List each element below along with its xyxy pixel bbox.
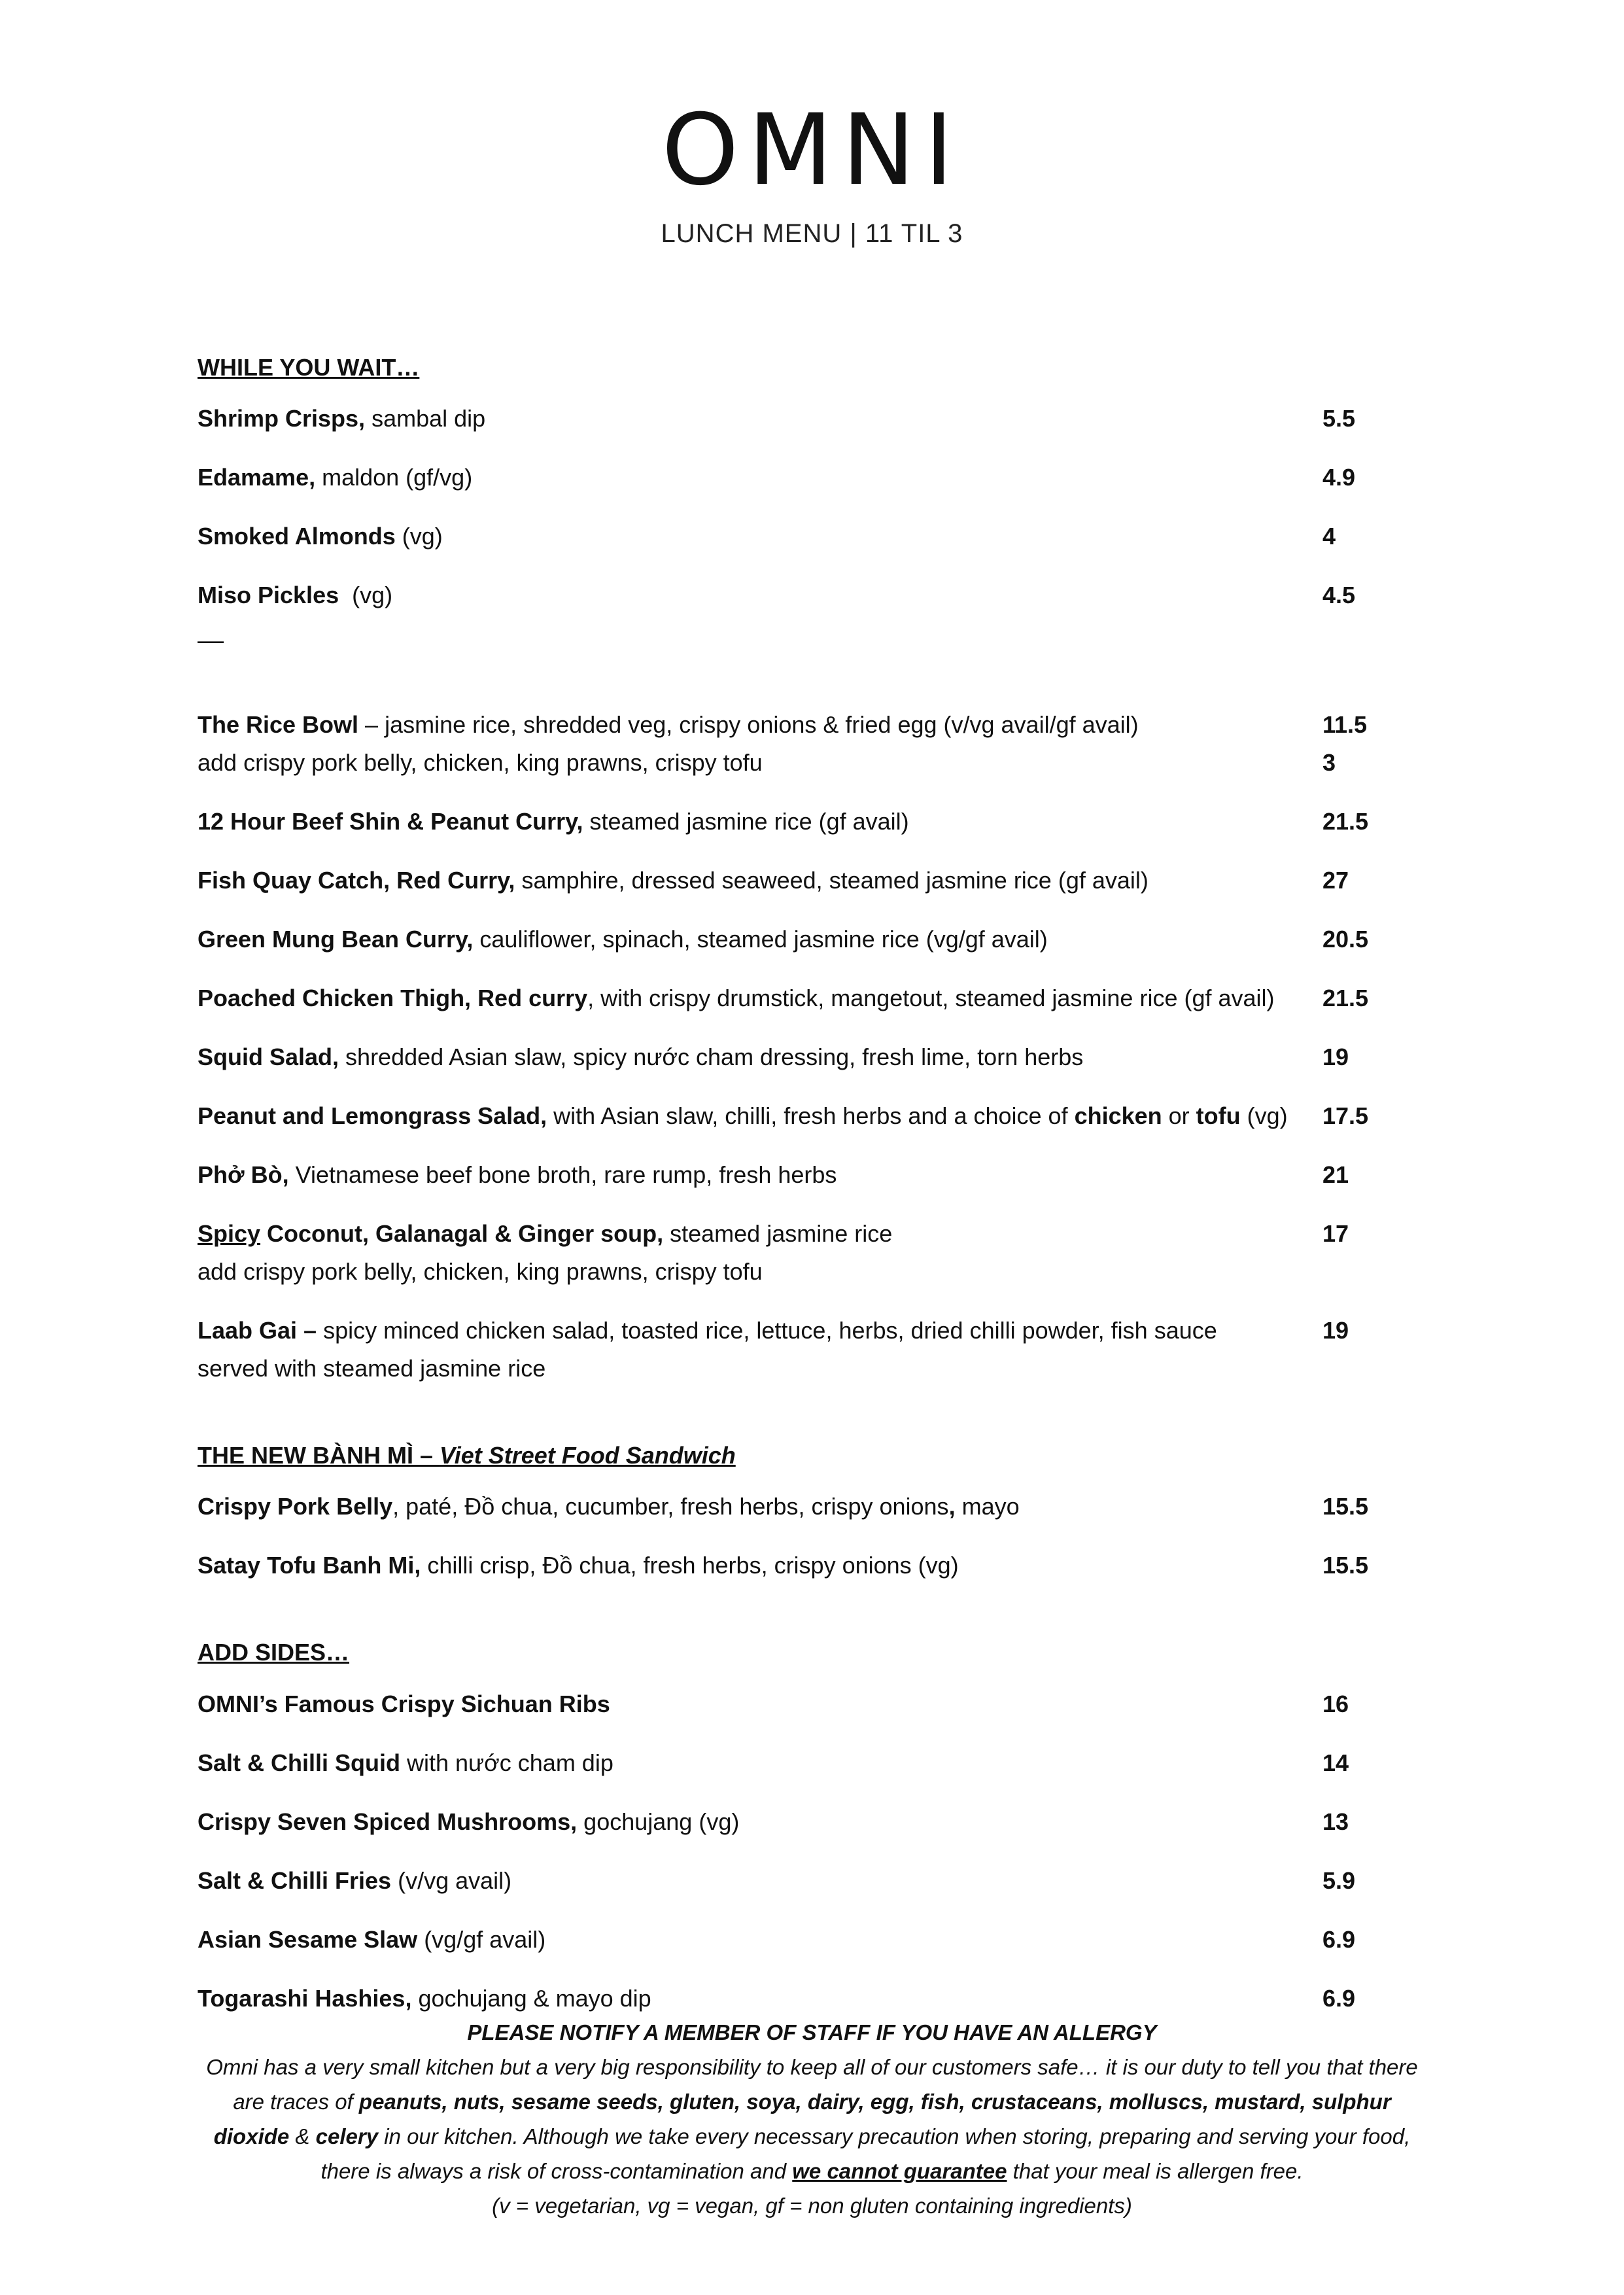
allergy-text-4: that your meal is allergen free.	[1007, 2159, 1304, 2183]
item-desc: shredded Asian slaw, spicy nước cham dressing, fresh lime, torn herbs	[339, 1043, 1084, 1071]
item-name: Laab Gai –	[198, 1317, 317, 1344]
menu-item	[198, 1862, 1427, 1900]
item-price: 13	[1322, 1808, 1349, 1835]
menu-item	[198, 517, 1427, 555]
menu-item	[198, 803, 1427, 841]
item-name: Shrimp Crisps,	[198, 405, 366, 432]
item-name: The Rice Bowl	[198, 711, 359, 739]
banh-mi-subheading: Viet Street Food Sandwich	[440, 1442, 736, 1469]
banh-mi-heading: THE NEW BÀNH MÌ –	[198, 1442, 440, 1469]
item-desc: spicy minced chicken salad, toasted rice, lettuce, herbs, dried chilli powder, fish sauce	[317, 1317, 1217, 1344]
item-name: Squid Salad,	[198, 1043, 339, 1071]
item-price: 17	[1322, 1220, 1349, 1248]
item-price: 19	[1322, 1317, 1349, 1344]
section-heading-banh-mi	[198, 1441, 1427, 1469]
item-desc-tail: mayo	[955, 1493, 1020, 1520]
menu-item	[198, 979, 1427, 1017]
item-price: 14	[1322, 1749, 1349, 1776]
item-name: Asian Sesame Slaw	[198, 1925, 418, 1953]
item-name: Fish Quay Catch, Red Curry,	[198, 867, 515, 894]
item-desc: Vietnamese beef bone broth, rare rump, fresh herbs	[288, 1161, 837, 1189]
menu-item	[198, 1980, 1427, 2018]
item-addon: add crispy pork belly, chicken, king prawns, crispy tofu	[198, 1258, 763, 1286]
allergy-title: PLEASE NOTIFY A MEMBER OF STAFF IF YOU HAVE AN ALLERGY	[467, 2020, 1157, 2044]
menu-item	[198, 1803, 1427, 1841]
menu-content	[198, 353, 1427, 2039]
item-name: Crispy Seven Spiced Mushrooms,	[198, 1808, 578, 1835]
item-desc: with Asian slaw, chilli, fresh herbs and a choice of	[547, 1102, 1075, 1130]
item-name: Coconut, Galanagal & Ginger soup,	[260, 1220, 664, 1248]
menu-item-soup	[198, 1215, 1427, 1291]
no-guarantee: we cannot guarantee	[792, 2159, 1007, 2183]
item-desc: (vg)	[339, 582, 393, 609]
item-desc: chilli crisp, Đồ chua, fresh herbs, crispy onions (vg)	[421, 1552, 959, 1579]
item-price: 11.5	[1322, 711, 1368, 739]
menu-item	[198, 1156, 1427, 1194]
menu-item	[198, 1097, 1427, 1135]
item-price: 4	[1322, 523, 1336, 550]
item-desc: sambal dip	[365, 405, 486, 432]
menu-item	[198, 400, 1427, 438]
item-price: 4.9	[1322, 464, 1356, 491]
item-price: 6.9	[1322, 1984, 1356, 2012]
allergy-text-3: in our kitchen. Although we take every necessary precaution when storing, preparing and serving your food, there is always a risk of cross-contamination and	[320, 2124, 1411, 2183]
item-desc-2: served with steamed jasmine rice	[198, 1355, 546, 1382]
menu-item	[198, 1038, 1427, 1076]
item-name: Edamame,	[198, 464, 316, 491]
menu-item	[198, 1744, 1427, 1782]
item-desc: samphire, dressed seaweed, steamed jasmine rice (gf avail)	[515, 867, 1149, 894]
menu-item	[198, 1488, 1427, 1526]
menu-subtitle: LUNCH MENU | 11 TIL 3	[661, 219, 963, 248]
item-name: Miso Pickles	[198, 582, 339, 609]
item-price: 15.5	[1322, 1552, 1369, 1579]
menu-item	[198, 459, 1427, 497]
section-heading-while-you-wait: WHILE YOU WAIT…	[198, 354, 420, 381]
item-desc: maldon (gf/vg)	[315, 464, 473, 491]
choice-or: or	[1162, 1102, 1196, 1130]
menu-item	[198, 862, 1427, 900]
item-price: 20.5	[1322, 926, 1369, 953]
item-name: Smoked Almonds	[198, 523, 396, 550]
addon-price: 3	[1322, 749, 1336, 777]
item-desc: with nước cham dip	[400, 1749, 613, 1776]
allergen-list: peanuts, nuts, sesame seeds, gluten, soya, dairy, egg, fish, crustaceans, molluscs, mustard, sulphur dioxide	[213, 2090, 1391, 2148]
item-desc: gochujang & mayo dip	[411, 1984, 651, 2012]
menu-item	[198, 920, 1427, 958]
item-price: 4.5	[1322, 582, 1356, 609]
item-desc: cauliflower, spinach, steamed jasmine rice (vg/gf avail)	[473, 926, 1048, 953]
item-name: Salt & Chilli Squid	[198, 1749, 401, 1776]
item-name: Togarashi Hashies,	[198, 1984, 412, 2012]
item-price: 19	[1322, 1043, 1349, 1071]
allergy-text-1: Omni has a very small kitchen but a very big responsibility to keep all of our customers safe… it is our duty to tell you that there are traces of	[206, 2055, 1418, 2114]
diet-legend: (v = vegetarian, vg = vegan, gf = non gluten containing ingredients)	[492, 2194, 1132, 2218]
allergy-text-2: &	[289, 2124, 316, 2148]
menu-item-laab	[198, 1312, 1427, 1388]
allergy-text	[196, 2050, 1428, 2188]
item-name: Salt & Chilli Fries	[198, 1866, 392, 1894]
item-addon: add crispy pork belly, chicken, king prawns, crispy tofu	[198, 749, 763, 777]
item-price: 5.9	[1322, 1866, 1356, 1894]
item-price: 15.5	[1322, 1493, 1369, 1520]
item-desc: steamed jasmine rice	[663, 1220, 893, 1248]
item-desc: – jasmine rice, shredded veg, crispy onions & fried egg (v/vg avail/gf avail)	[358, 711, 1139, 739]
item-price: 16	[1322, 1690, 1349, 1717]
item-desc: (vg)	[395, 523, 443, 550]
divider-dash: —	[198, 626, 224, 656]
item-desc: steamed jasmine rice (gf avail)	[583, 808, 909, 835]
menu-item	[198, 576, 1427, 614]
item-name: Crispy Pork Belly	[198, 1493, 393, 1520]
item-price: 27	[1322, 867, 1349, 894]
item-name: 12 Hour Beef Shin & Peanut Curry,	[198, 808, 583, 835]
item-price: 6.9	[1322, 1925, 1356, 1953]
item-price: 21.5	[1322, 808, 1369, 835]
choice-tofu: tofu	[1196, 1102, 1241, 1130]
item-name: Green Mung Bean Curry,	[198, 926, 474, 953]
item-desc: gochujang (vg)	[577, 1808, 740, 1835]
item-desc: , with crispy drumstick, mangetout, steamed jasmine rice (gf avail)	[587, 985, 1275, 1012]
item-price: 5.5	[1322, 405, 1356, 432]
allergy-notice	[196, 2015, 1428, 2223]
menu-item-rice-bowl	[198, 706, 1427, 782]
item-name: OMNI’s Famous Crispy Sichuan Ribs	[198, 1690, 610, 1717]
item-price: 21.5	[1322, 985, 1369, 1012]
item-price: 21	[1322, 1161, 1349, 1189]
restaurant-logo: OMNI	[661, 94, 963, 207]
item-desc: (vg/gf avail)	[417, 1925, 546, 1953]
section-heading-sides: ADD SIDES…	[198, 1639, 350, 1666]
item-desc: (v/vg avail)	[391, 1866, 512, 1894]
item-desc: , paté, Đồ chua, cucumber, fresh herbs, crispy onions	[392, 1493, 949, 1520]
menu-item	[198, 1685, 1427, 1723]
item-name: Peanut and Lemongrass Salad,	[198, 1102, 547, 1130]
item-name: Poached Chicken Thigh, Red curry	[198, 985, 588, 1012]
item-price: 17.5	[1322, 1102, 1369, 1130]
item-name: Satay Tofu Banh Mi,	[198, 1552, 421, 1579]
menu-item	[198, 1547, 1427, 1585]
allergen-celery: celery	[315, 2124, 379, 2148]
menu-item	[198, 1921, 1427, 1959]
choice-chicken: chicken	[1074, 1102, 1162, 1130]
item-comma: ,	[948, 1493, 956, 1520]
spicy-label: Spicy	[198, 1220, 261, 1248]
item-desc-tail: (vg)	[1240, 1102, 1288, 1130]
item-name: Phở Bò,	[198, 1161, 289, 1189]
